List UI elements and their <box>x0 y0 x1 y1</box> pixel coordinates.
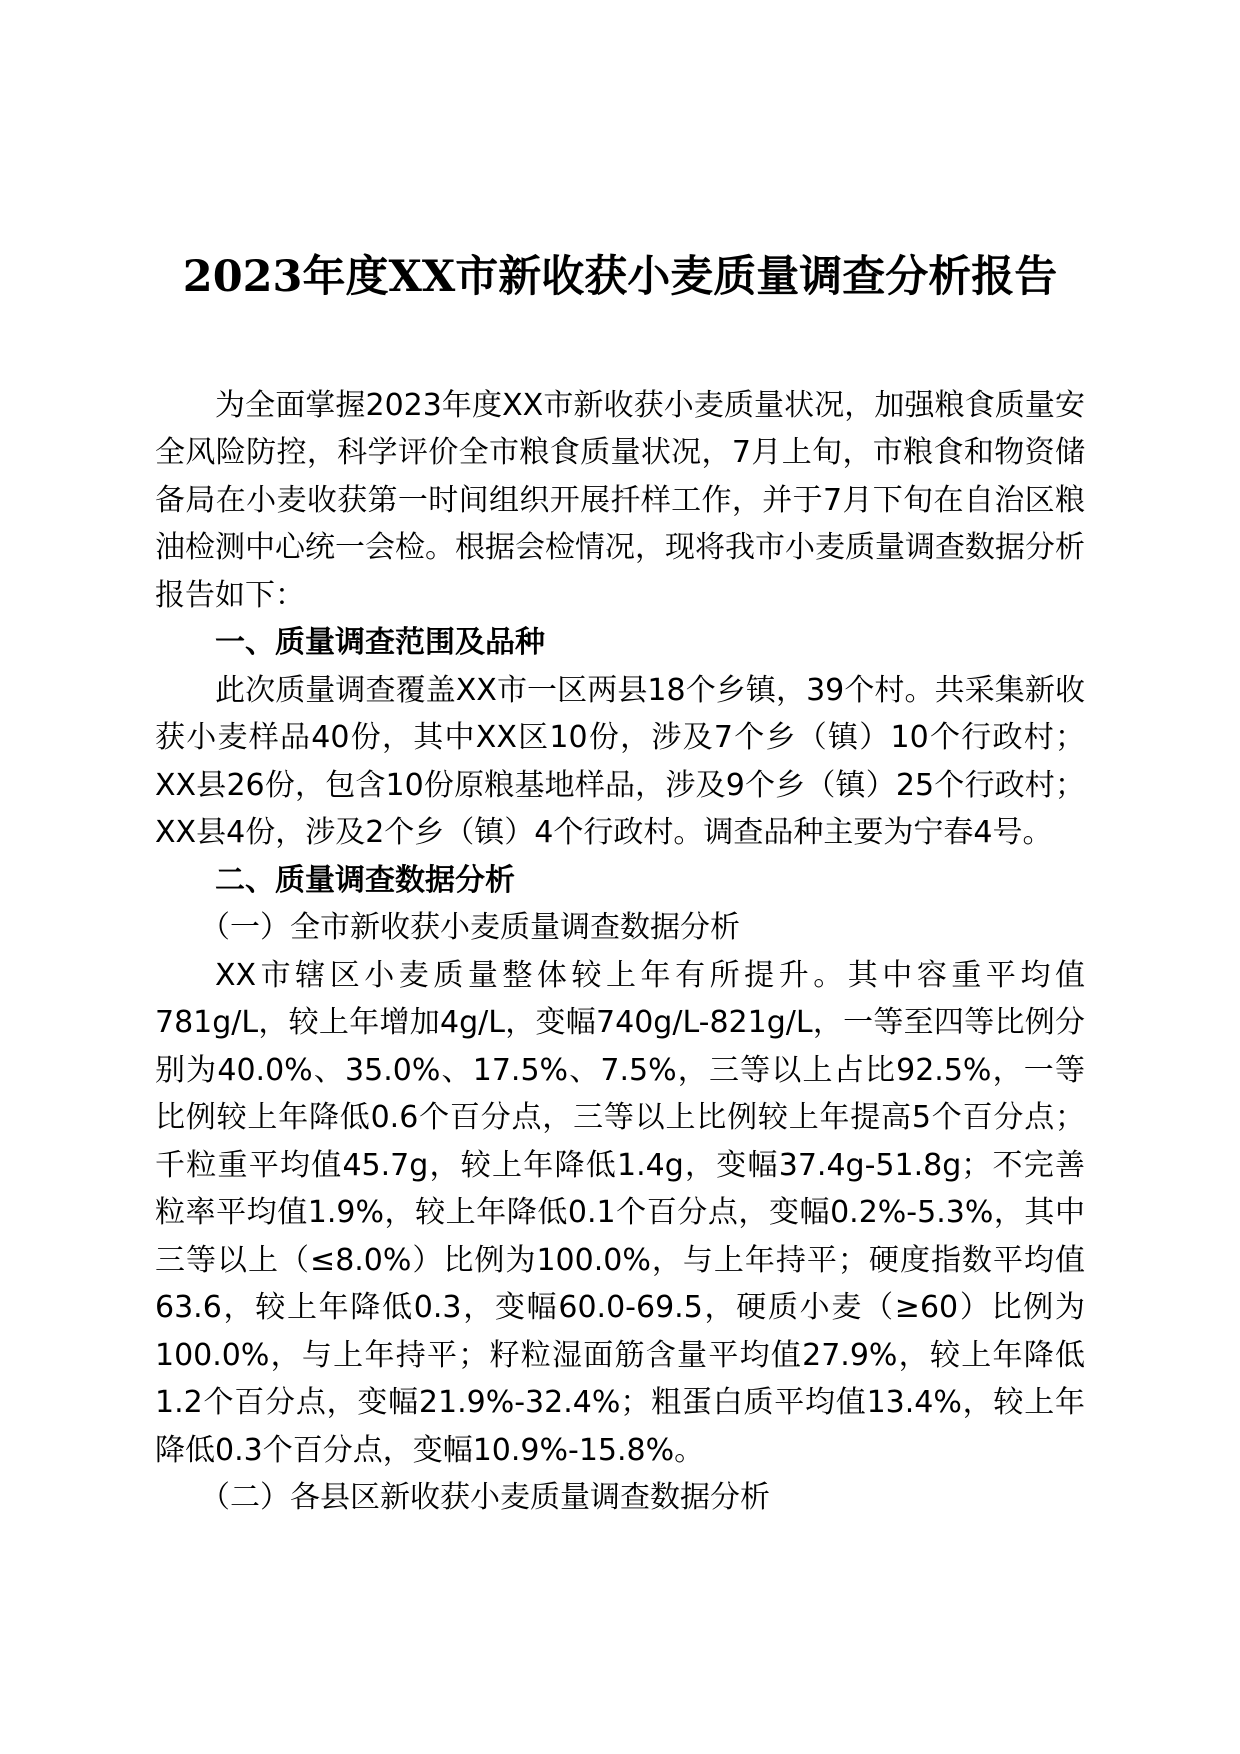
subsection-body-city: XX市辖区小麦质量整体较上年有所提升。其中容重平均值781g/L，较上年增加4g/L，变幅740g/L-821g/L，一等至四等比例分别为40.0%、35.0%、17.5%、7.5%，三等以上占比92.5%，一等比例较上年降低0.6个百分点，三等以上比例较上年提高5个百分点；千粒重平均值45.7g，较上年降低1.4g，变幅37.4g-51.8g；不完善粒率平均值1.9%，较上年降低0.1个百分点，变幅0.2%-5.3%，其中三等以上（≤8.0%）比例为100.0%，与上年持平；硬度指数平均值63.6，较上年降低0.3，变幅60.0-69.5，硬质小麦（≥60）比例为100.0%，与上年持平；籽粒湿面筋含量平均值27.9%，较上年降低1.2个百分点，变幅21.9%-32.4%；粗蛋白质平均值13.4%，较上年降低0.3个百分点，变幅10.9%-15.8%。 <box>155 957 1085 1468</box>
subsection-heading-counties: （二）各县区新收获小麦质量调查数据分析 <box>200 1480 770 1516</box>
document-title: 2023年度XX市新收获小麦质量调查分析报告 <box>182 252 1058 302</box>
section-body-scope: 此次质量调查覆盖XX市一区两县18个乡镇，39个村。共采集新收获小麦样品40份，其中XX区10份，涉及7个乡（镇）10个行政村；XX县26份，包含10份原粮基地样品，涉及9个乡（镇）25个行政村；XX县4份，涉及2个乡（镇）4个行政村。调查品种主要为宁春4号。 <box>155 672 1085 851</box>
document-body <box>155 252 1085 1522</box>
section-heading-analysis: 二、质量调查数据分析 <box>215 862 515 898</box>
subsection-heading-city: （一）全市新收获小麦质量调查数据分析 <box>200 910 740 946</box>
intro-paragraph: 为全面掌握2023年度XX市新收获小麦质量状况，加强粮食质量安全风险防控，科学评价全市粮食质量状况，7月上旬，市粮食和物资储备局在小麦收获第一时间组织开展扦样工作，并于7月下旬在自治区粮油检测中心统一会检。根据会检情况，现将我市小麦质量调查数据分析报告如下： <box>155 387 1085 613</box>
section-heading-scope: 一、质量调查范围及品种 <box>215 625 545 661</box>
